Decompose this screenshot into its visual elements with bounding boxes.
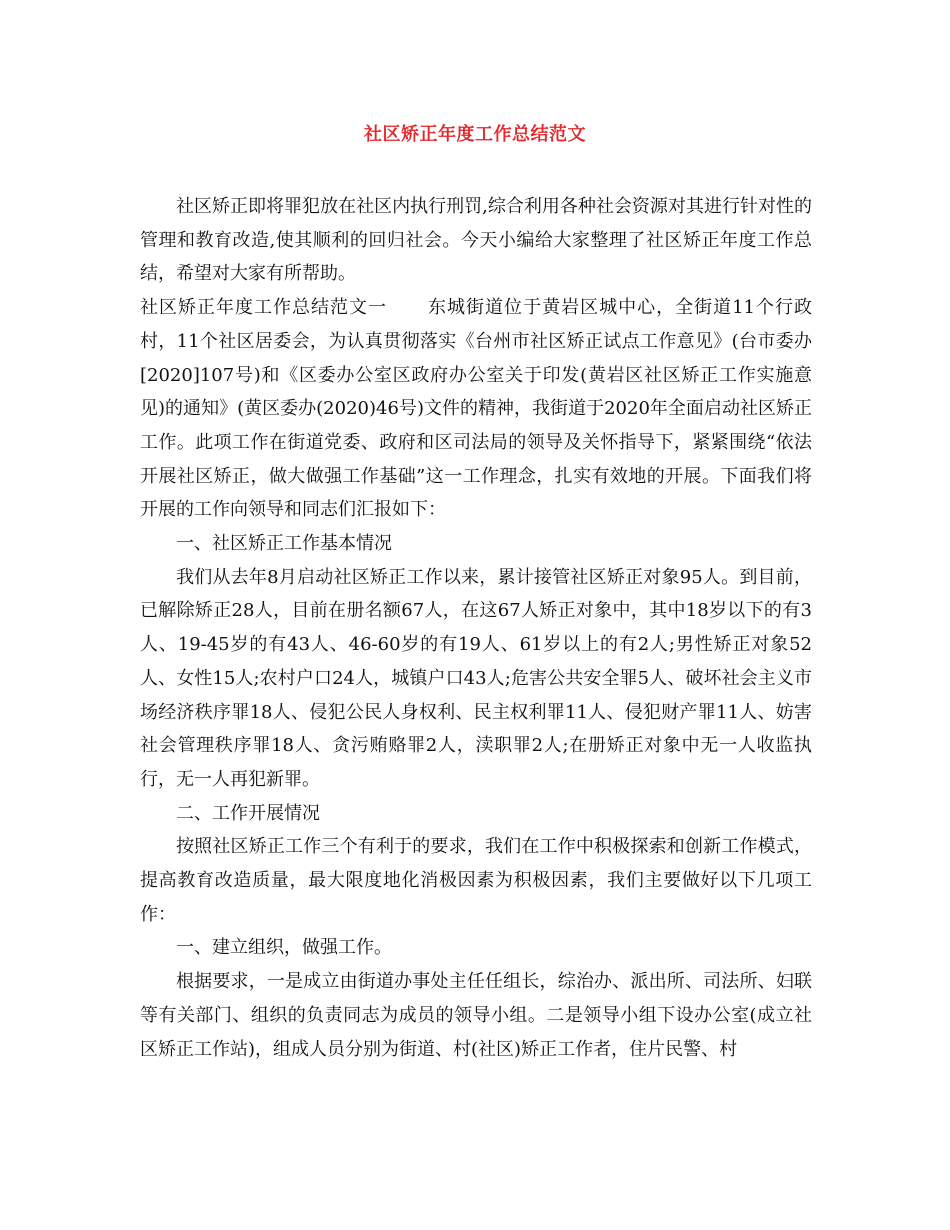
section-heading: 社区矫正年度工作总结范文一 xyxy=(140,297,388,319)
organization-paragraph: 根据要求，一是成立由街道办事处主任任组长，综治办、派出所、司法所、妇联等有关部门、组织的负责同志为成员的领导小组。二是领导小组下设办公室(成立社区矫正工作站)，组成人员分别为街道、村(社区)矫正工作者，住片民警、村 xyxy=(140,971,812,1060)
intro-paragraph: 社区矫正即将罪犯放在社区内执行刑罚,综合利用各种社会资源对其进行针对性的管理和教育改造,使其顺利的回归社会。今天小编给大家整理了社区矫正年度工作总结，希望对大家有所帮助。 xyxy=(140,196,812,285)
heading-basic-situation: 一、社区矫正工作基本情况 xyxy=(176,533,392,555)
document-title: 社区矫正年度工作总结范文 xyxy=(364,124,586,145)
basic-situation-paragraph: 我们从去年8月启动社区矫正工作以来，累计接管社区矫正对象95人。到目前，已解除矫正28人，目前在册名额67人，在这67人矫正对象中，其中18岁以下的有3人、19-45岁的有43人、46-60岁的有19人、61岁以上的有2人;男性矫正对象52人、女性15人;农村户口24人，城镇户口43人;危害公共安全罪5人、破坏社会主义市场经济秩序罪18人、侵犯公民人身权利、民主权利罪11人、侵犯财产罪11人、妨害社会管理秩序罪18人、贪污贿赂罪2人，渎职罪2人;在册矫正对象中无一人收监执行，无一人再犯新罪。 xyxy=(140,566,812,790)
document-body xyxy=(140,190,812,1066)
heading-organization: 一、建立组织，做强工作。 xyxy=(176,937,392,959)
section-paragraph xyxy=(140,291,812,527)
work-progress-paragraph: 按照社区矫正工作三个有利于的要求，我们在工作中积极探索和创新工作模式，提高教育改造质量，最大限度地化消极因素为积极因素，我们主要做好以下几项工作： xyxy=(140,836,812,925)
section-body: 东城街道位于黄岩区城中心，全街道11个行政村，11个社区居委会，为认真贯彻落实《台州市社区矫正试点工作意见》(台市委办[2020]107号)和《区委办公室区政府办公室关于印发(黄岩区社区矫正工作实施意见)的通知》(黄区委办(2020)46号)文件的精神，我街道于2020年全面启动社区矫正工作。此项工作在街道党委、政府和区司法局的领导及关怀指导下，紧紧围绕“依法开展社区矫正，做大做强工作基础”这一工作理念，扎实有效地的开展。下面我们将开展的工作向领导和同志们汇报如下： xyxy=(140,297,813,521)
heading-work-progress: 二、工作开展情况 xyxy=(176,802,320,824)
